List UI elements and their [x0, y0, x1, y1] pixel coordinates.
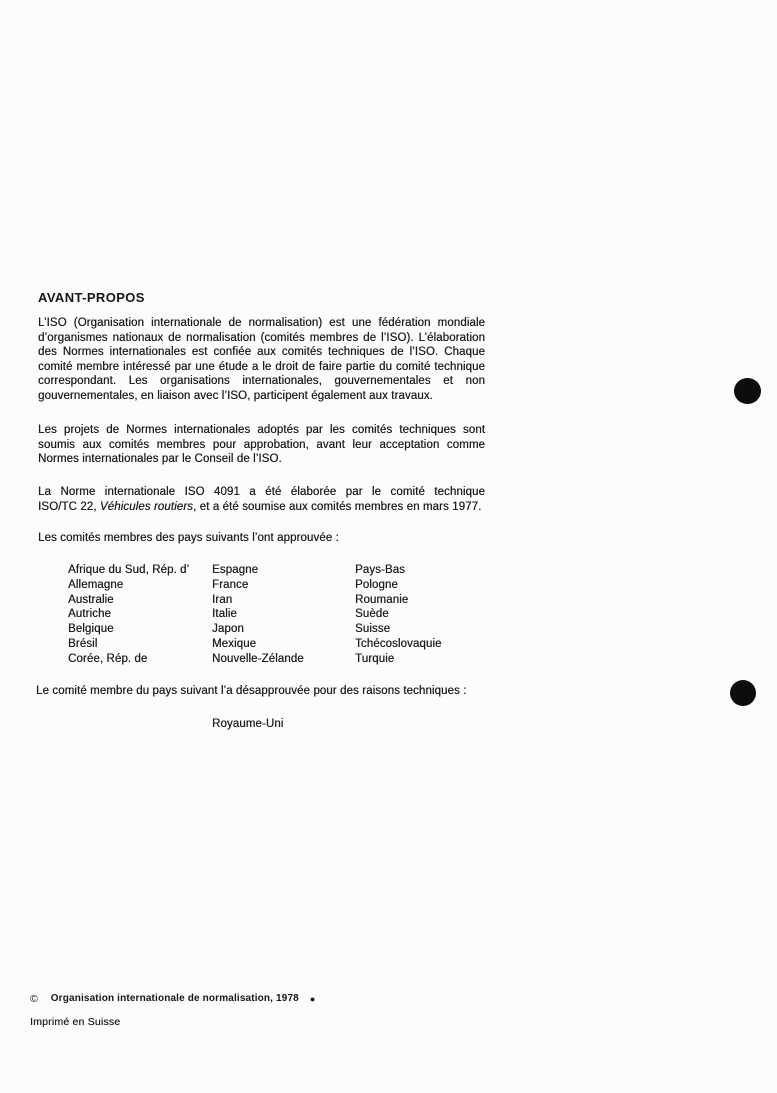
country-item: Tchécoslovaquie — [355, 637, 442, 650]
disapproval-intro: Le comité membre du pays suivant l’a désapprouvée pour des raisons techniques : — [36, 685, 467, 697]
text-line: soumis aux comités membres pour approbation, avant leur acceptation comme — [38, 438, 485, 451]
paragraph-draft-process — [38, 423, 485, 467]
paragraph-iso-intro — [38, 316, 485, 404]
text-line: gouvernementales, en liaison avec l’ISO, participent également aux travaux. — [38, 389, 433, 402]
country-item: Nouvelle-Zélande — [212, 652, 304, 665]
country-item: France — [212, 578, 249, 591]
standard-origin-line2 — [38, 500, 485, 515]
text-line: comité membre intéressé par une étude a le droit de faire partie du comité technique — [38, 360, 485, 373]
countries-column-2 — [212, 563, 355, 667]
copyright-text: Organisation internationale de normalisation, 1978 — [50, 993, 299, 1004]
country-item: Autriche — [68, 608, 111, 621]
binding-mark-bottom-icon — [730, 680, 756, 706]
text-line: Les projets de Normes internationales adoptés par les comités techniques sont — [38, 424, 485, 436]
country-item: Allemagne — [68, 578, 124, 591]
end-bullet-icon: ● — [309, 994, 316, 1004]
country-item: Japon — [212, 623, 244, 636]
text-line: des Normes internationales est confiée aux comités techniques de l’ISO. Chaque — [38, 346, 485, 359]
disapproving-country: Royaume-Uni — [212, 718, 284, 730]
approving-countries-list — [68, 563, 488, 667]
copyright-line — [30, 993, 315, 1005]
standard-origin-line1: La Norme internationale ISO 4091 a été élaborée par le comité technique — [38, 486, 485, 498]
paragraph-standard-origin — [38, 485, 485, 514]
printed-in-note: Imprimé en Suisse — [30, 1016, 121, 1028]
copyright-symbol: © — [30, 993, 38, 1005]
country-item: Pays-Bas — [355, 564, 406, 576]
country-item: Brésil — [68, 637, 98, 650]
country-item: Belgique — [68, 623, 114, 636]
standard-origin-before-italic: ISO/TC 22, — [38, 500, 100, 513]
foreword-heading: AVANT-PROPOS — [38, 290, 145, 305]
countries-column-1 — [68, 563, 212, 667]
text-line: correspondant. Les organisations internationales, gouvernementales et non — [38, 375, 485, 388]
standard-origin-after-italic: , et a été soumise aux comités membres en mars 1977. — [193, 500, 482, 513]
country-item: Pologne — [355, 578, 398, 591]
country-item: Australie — [68, 593, 114, 606]
countries-column-3 — [355, 563, 442, 667]
text-line: Normes internationales par le Conseil de l’ISO. — [38, 453, 282, 466]
text-line: L’ISO (Organisation internationale de normalisation) est une fédération mondiale — [38, 317, 485, 329]
technical-committee-name: Véhicules routiers — [99, 500, 194, 513]
country-item: Suisse — [355, 623, 391, 636]
country-item: Corée, Rép. de — [68, 652, 148, 665]
country-item: Turquie — [355, 652, 395, 665]
country-item: Espagne — [212, 564, 259, 576]
country-item: Afrique du Sud, Rép. d’ — [68, 564, 190, 576]
approval-intro: Les comités membres des pays suivants l’ont approuvée : — [38, 532, 339, 544]
country-item: Iran — [212, 593, 233, 606]
text-line: d’organismes nationaux de normalisation (comités membres de l’ISO). L’élaboration — [38, 331, 485, 344]
country-item: Mexique — [212, 637, 257, 650]
country-item: Suède — [355, 608, 389, 621]
country-item: Roumanie — [355, 593, 409, 606]
binding-mark-top-icon — [734, 378, 761, 404]
country-item: Italie — [212, 608, 237, 621]
